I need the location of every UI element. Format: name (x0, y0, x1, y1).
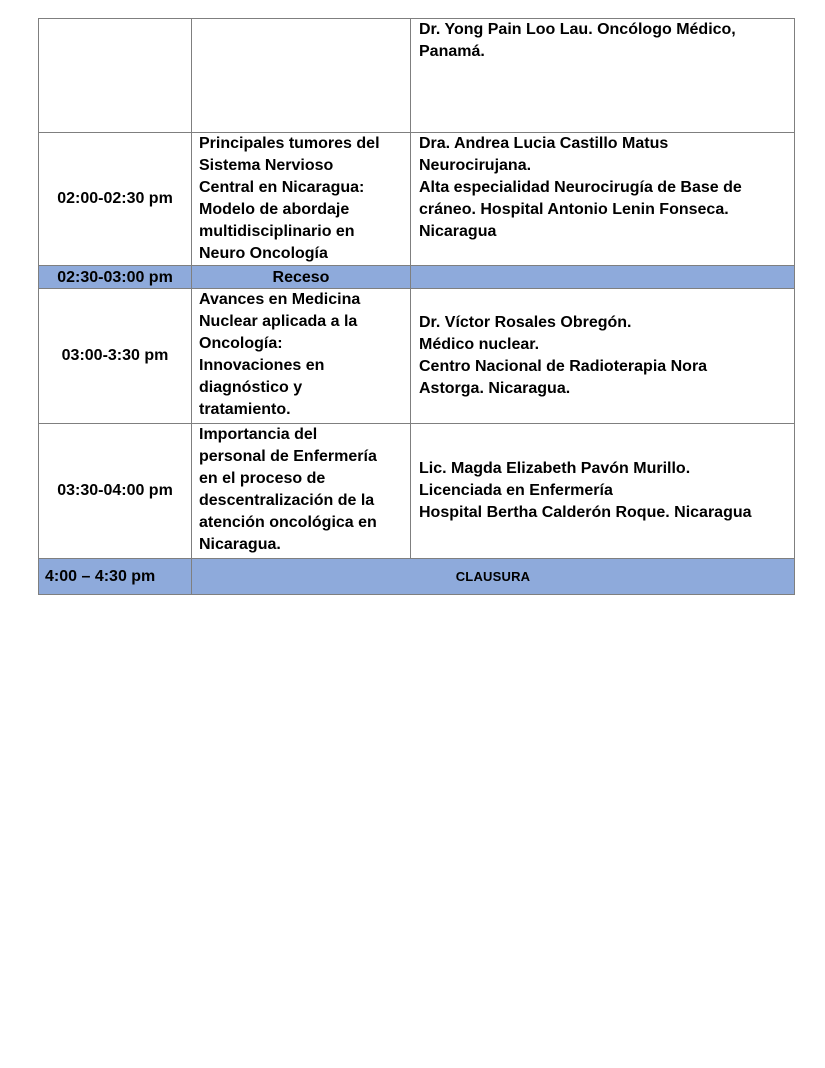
speaker-line: Neurocirujana. (419, 157, 532, 174)
speaker-cell (411, 133, 795, 266)
empty-cell (411, 266, 795, 289)
topic-line: Avances en Medicina (199, 291, 361, 308)
topic-line: Central en Nicaragua: (199, 179, 365, 196)
time-cell: 02:30-03:00 pm (39, 266, 192, 289)
agenda-table (38, 18, 795, 595)
topic-line: descentralización de la (199, 492, 375, 509)
topic-line: Importancia del (199, 426, 318, 443)
topic-line: Nicaragua. (199, 536, 281, 553)
topic-line: Principales tumores del (199, 135, 380, 152)
speaker-line: Dr. Víctor Rosales Obregón. (419, 314, 632, 331)
speaker-line: Astorga. Nicaragua. (419, 380, 571, 397)
topic-line: tratamiento. (199, 401, 291, 418)
break-row (39, 266, 795, 289)
speaker-line: Panamá. (419, 43, 485, 60)
speaker-line: Hospital Bertha Calderón Roque. Nicaragua (419, 504, 752, 521)
break-label: Receso (192, 266, 411, 289)
topic-line: multidisciplinario en (199, 223, 355, 240)
speaker-line: Nicaragua (419, 223, 497, 240)
topic-cell (192, 424, 411, 559)
speaker-line: Centro Nacional de Radioterapia Nora (419, 358, 708, 375)
topic-cell (192, 289, 411, 424)
speaker-cell (411, 289, 795, 424)
time-cell: 02:00-02:30 pm (39, 133, 192, 266)
topic-line: diagnóstico y (199, 379, 303, 396)
speaker-line: Dra. Andrea Lucia Castillo Matus (419, 135, 669, 152)
speaker-cell (411, 424, 795, 559)
topic-line: Neuro Oncología (199, 245, 328, 262)
topic-cell (192, 19, 411, 133)
topic-line: atención oncológica en (199, 514, 377, 531)
topic-line: en el proceso de (199, 470, 326, 487)
closing-row (39, 559, 795, 595)
topic-line: Sistema Nervioso (199, 157, 334, 174)
speaker-line: Médico nuclear. (419, 336, 540, 353)
closing-label: CLAUSURA (192, 559, 795, 595)
speaker-line: Licenciada en Enfermería (419, 482, 613, 499)
speaker-line: Lic. Magda Elizabeth Pavón Murillo. (419, 460, 691, 477)
speaker-cell (411, 19, 795, 133)
topic-line: Oncología: (199, 335, 283, 352)
time-cell: 4:00 – 4:30 pm (39, 559, 192, 595)
table-row (39, 19, 795, 133)
topic-line: Nuclear aplicada a la (199, 313, 358, 330)
topic-line: Innovaciones en (199, 357, 325, 374)
time-cell: 03:00-3:30 pm (39, 289, 192, 424)
topic-line: Modelo de abordaje (199, 201, 350, 218)
topic-cell (192, 133, 411, 266)
topic-line: personal de Enfermería (199, 448, 377, 465)
table-row (39, 289, 795, 424)
speaker-line: Dr. Yong Pain Loo Lau. Oncólogo Médico, (419, 21, 736, 38)
table-row (39, 424, 795, 559)
speaker-line: cráneo. Hospital Antonio Lenin Fonseca. (419, 201, 729, 218)
time-cell (39, 19, 192, 133)
speaker-line: Alta especialidad Neurocirugía de Base de (419, 179, 742, 196)
time-cell: 03:30-04:00 pm (39, 424, 192, 559)
table-row (39, 133, 795, 266)
